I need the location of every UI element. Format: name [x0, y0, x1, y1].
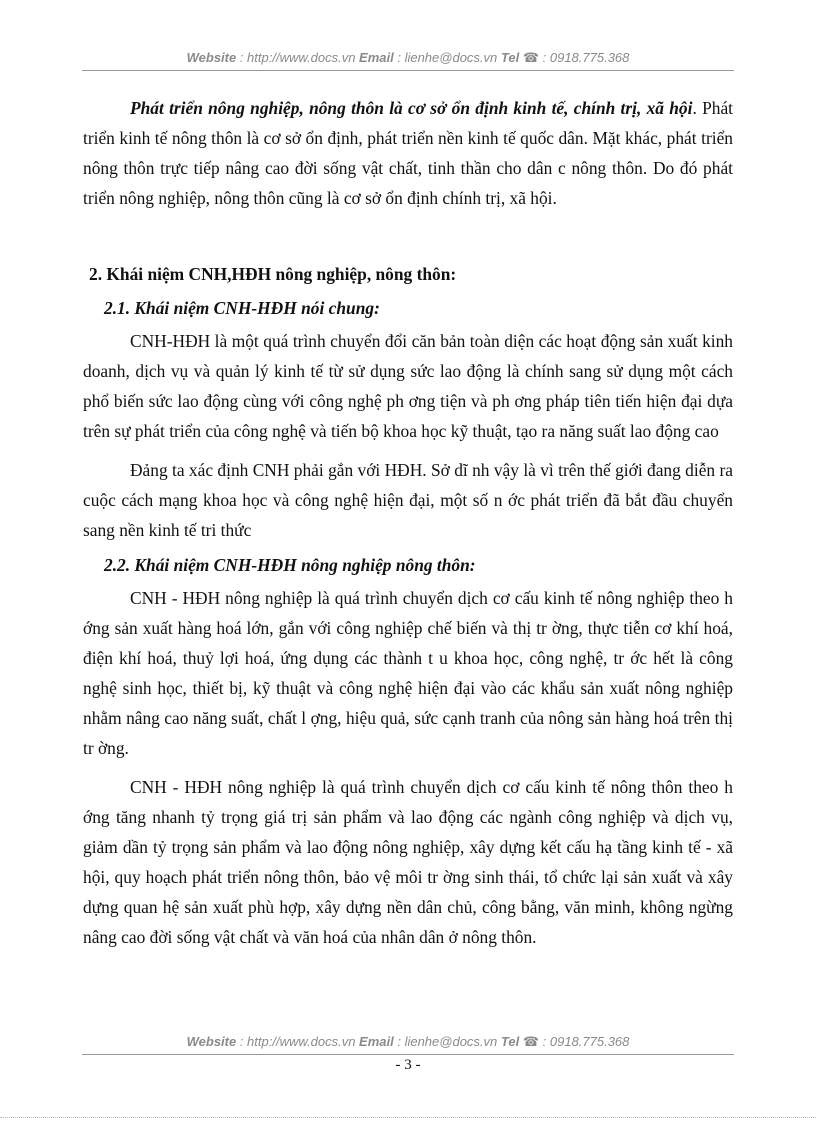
section-heading-2: 2. Khái niệm CNH,HĐH nông nghiệp, nông thôn:	[89, 264, 457, 284]
paragraph-1-emphasis: Phát triển nông nghiệp, nông thôn là cơ sở ổn định kinh tế, chính trị, xã hội	[130, 98, 693, 118]
footer-divider	[82, 1054, 734, 1055]
footer-tel-number: : 0918.775.368	[539, 1034, 630, 1049]
paragraph-3: Đảng ta xác định CNH phải gắn với HĐH. Sở dĩ nh vậy là vì trên thế giới đang diễn ra cuộc cách mạng khoa học và công nghệ hiện đại, một số n ớc phát triển đã bắt đầu chuyển sang nền kinh tế tri thức	[83, 460, 733, 540]
paragraph-2: CNH-HĐH là một quá trình chuyển đổi căn bản toàn diện các hoạt động sản xuất kinh doanh, dịch vụ và quản lý kinh tế từ sử dụng sức lao động là chính sang sử dụng một cách phổ biến sức lao động cùng với công nghệ ph ơng tiện và ph ơng pháp tiên tiến hiện đại dựa trên sự phát triển của công nghệ và tiến bộ khoa học kỹ thuật, tạo ra năng suất lao động cao	[83, 331, 733, 441]
subsection-heading-2-1: 2.1. Khái niệm CNH-HĐH nói chung:	[104, 298, 380, 318]
footer-email-label: Email	[359, 1034, 394, 1049]
header-divider	[82, 70, 734, 71]
paragraph-5: CNH - HĐH nông nghiệp là quá trình chuyển dịch cơ cấu kinh tế nông thôn theo h ớng tăng nhanh tỷ trọng giá trị sản phẩm và lao động các ngành công nghiệp và dịch vụ, giảm dần tỷ trọng sản phẩm và lao động nông nghiệp, xây dựng kết cấu hạ tầng kinh tế - xã hội, quy hoạch phát triển nông thôn, bảo vệ môi tr ờng sinh thái, tổ chức lại sản xuất và xây dựng quan hệ sản xuất phù hợp, xây dựng nền dân chủ, công bằng, văn minh, không ngừng nâng cao đời sống vật chất và văn hoá của nhân dân ở nông thôn.	[83, 777, 733, 947]
footer-website-url: : http://www.docs.vn	[236, 1034, 360, 1049]
paragraph-1-text: . Phát triển kinh tế nông thôn là cơ sở ổn định, phát triển nền kinh tế quốc dân. Mặt khác, phát triển nông thôn trực tiếp nâng cao đời sống vật chất, tinh thần cho dân c nông thôn. Do đó phát triển nông nghiệp, nông thôn cũng là cơ sở ổn định chính trị, xã hội.	[83, 98, 733, 208]
phone-icon: ☎	[522, 1034, 540, 1049]
page-number: - 3 -	[395, 1057, 421, 1073]
paragraph-4: CNH - HĐH nông nghiệp là quá trình chuyển dịch cơ cấu kinh tế nông nghiệp theo h ớng sản xuất hàng hoá lớn, gắn với công nghiệp chế biến và thị tr ờng, thực tiễn cơ khí hoá, điện khí hoá, thuỷ lợi hoá, ứng dụng các thành t u khoa học, công nghệ, tr ớc hết là công nghệ sinh học, thiết bị, kỹ thuật và công nghệ hiện đại vào các khẩu sản xuất nông nghiệp nhằm nâng cao năng suất, chất l ợng, hiệu quả, sức cạnh tranh của nông sản hàng hoá trên thị tr ờng.	[83, 588, 733, 758]
header-tel-label: Tel	[500, 50, 520, 65]
header-email-address: : lienhe@docs.vn	[393, 50, 501, 65]
header-tel-number: : 0918.775.368	[539, 50, 630, 65]
footer-tel-label: Tel	[500, 1034, 520, 1049]
page-footer	[82, 1034, 734, 1050]
footer-email-address: : lienhe@docs.vn	[393, 1034, 501, 1049]
phone-icon: ☎	[522, 50, 540, 65]
header-website-label: Website	[186, 50, 237, 65]
header-website-url: : http://www.docs.vn	[236, 50, 360, 65]
header-email-label: Email	[359, 50, 394, 65]
footer-website-label: Website	[186, 1034, 237, 1049]
paragraph-1	[83, 93, 733, 213]
page-body	[83, 93, 733, 952]
page-bottom-border	[0, 1117, 816, 1118]
subsection-heading-2-2: 2.2. Khái niệm CNH-HĐH nông nghiệp nông thôn:	[104, 555, 476, 575]
page-header	[82, 50, 734, 66]
